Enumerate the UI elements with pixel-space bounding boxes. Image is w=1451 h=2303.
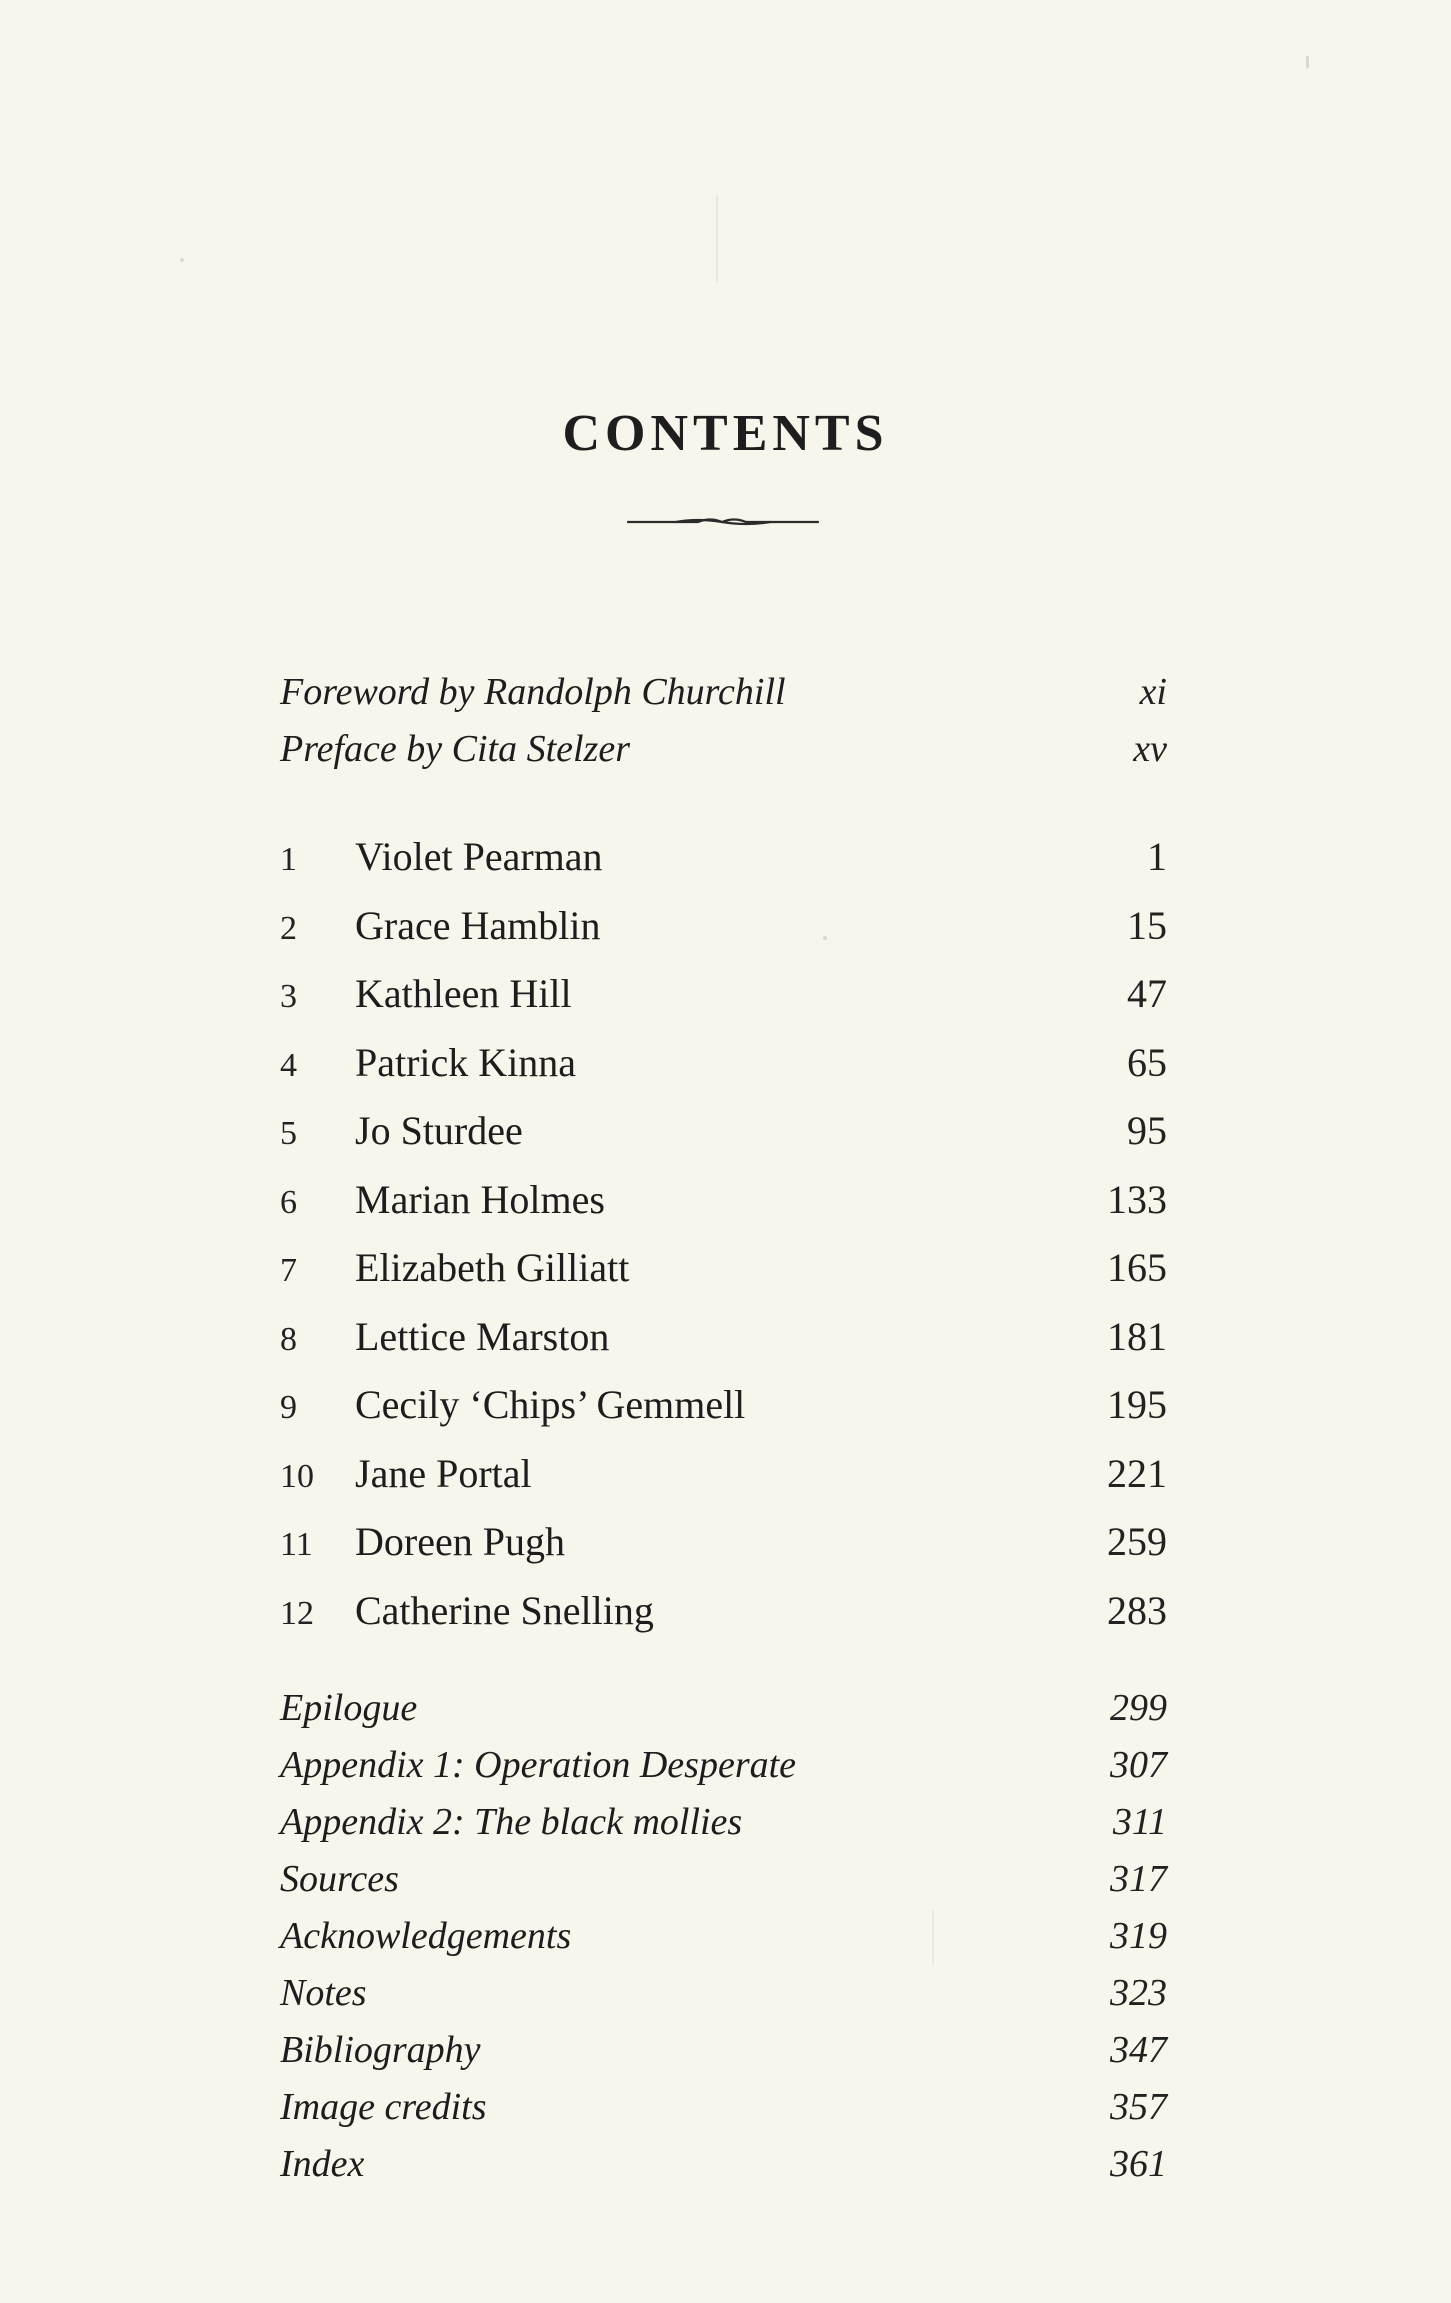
back-matter-list — [280, 1686, 1167, 2199]
entry-page-number: 357 — [1110, 2086, 1167, 2128]
toc-chapter-entry — [280, 1244, 1167, 1313]
toc-chapter-entry — [280, 1176, 1167, 1245]
entry-title: Notes — [280, 1972, 367, 2014]
entry-page-number: 317 — [1110, 1858, 1167, 1900]
chapter-heading — [280, 1450, 532, 1497]
toc-entry-bibliography — [280, 2028, 1167, 2085]
toc-chapter-entry — [280, 1381, 1167, 1450]
chapter-heading — [280, 902, 600, 949]
chapter-title: Grace Hamblin — [355, 902, 601, 948]
toc-entry-foreword — [280, 670, 1167, 727]
chapter-number: 7 — [280, 1252, 297, 1289]
toc-entry-appendix-1 — [280, 1743, 1167, 1800]
chapter-page-number: 133 — [1107, 1176, 1167, 1222]
chapter-page-number: 47 — [1127, 971, 1167, 1016]
chapter-number: 4 — [280, 1046, 297, 1084]
chapter-title: Doreen Pugh — [355, 1519, 565, 1564]
entry-title: Epilogue — [280, 1687, 418, 1729]
chapter-page-number: 221 — [1107, 1450, 1167, 1496]
chapter-title: Marian Holmes — [355, 1176, 605, 1222]
chapter-number: 1 — [280, 841, 297, 878]
entry-page-number: 319 — [1110, 1915, 1167, 1957]
entry-title: Bibliography — [280, 2029, 481, 2071]
entry-title: Index — [280, 2143, 365, 2185]
chapter-list — [280, 833, 1167, 1655]
chapter-heading — [280, 1107, 523, 1154]
toc-chapter-entry — [280, 1450, 1167, 1519]
entry-page-number: 323 — [1110, 1972, 1167, 2014]
toc-entry-epilogue — [280, 1686, 1167, 1743]
chapter-heading — [280, 1381, 745, 1428]
chapter-heading — [280, 1313, 609, 1360]
chapter-number: 12 — [280, 1594, 314, 1632]
chapter-heading — [280, 1587, 654, 1634]
chapter-heading — [280, 833, 603, 880]
entry-title: Acknowledgements — [280, 1915, 572, 1957]
chapter-number: 3 — [280, 978, 297, 1015]
toc-entry-image-credits — [280, 2085, 1167, 2142]
chapter-page-number: 165 — [1107, 1245, 1167, 1290]
chapter-number: 5 — [280, 1115, 297, 1152]
toc-chapter-entry — [280, 1313, 1167, 1382]
chapter-number: 10 — [280, 1457, 314, 1495]
entry-page-number: 307 — [1110, 1744, 1167, 1786]
chapter-number: 2 — [280, 909, 297, 947]
toc-chapter-entry — [280, 1587, 1167, 1656]
paper-speck — [716, 195, 718, 283]
toc-entry-sources — [280, 1857, 1167, 1914]
chapter-heading — [280, 1518, 565, 1565]
chapter-heading — [280, 1244, 629, 1291]
chapter-title: Violet Pearman — [355, 834, 603, 879]
chapter-page-number: 15 — [1127, 902, 1167, 948]
chapter-number: 11 — [280, 1526, 313, 1563]
toc-entry-preface — [280, 727, 1167, 784]
toc-chapter-entry — [280, 902, 1167, 971]
chapter-page-number: 195 — [1107, 1382, 1167, 1427]
entry-title: Appendix 2: The black mollies — [280, 1801, 743, 1843]
chapter-title: Catherine Snelling — [355, 1587, 654, 1633]
entry-title: Appendix 1: Operation Desperate — [280, 1744, 797, 1786]
chapter-heading — [280, 970, 572, 1017]
page-title: CONTENTS — [562, 405, 889, 462]
chapter-title: Jane Portal — [355, 1450, 532, 1496]
toc-entry-notes — [280, 1971, 1167, 2028]
toc-entry-acknowledgements — [280, 1914, 1167, 1971]
toc-entry-appendix-2 — [280, 1800, 1167, 1857]
entry-page-number: 361 — [1110, 2143, 1167, 2185]
chapter-page-number: 181 — [1107, 1313, 1167, 1359]
chapter-number: 6 — [280, 1183, 297, 1221]
chapter-title: Patrick Kinna — [355, 1039, 577, 1085]
entry-page-number: xi — [1139, 671, 1167, 713]
toc-chapter-entry — [280, 1039, 1167, 1108]
chapter-title: Cecily ‘Chips’ Gemmell — [355, 1382, 746, 1427]
front-matter-list — [280, 670, 1167, 784]
paper-speck — [1306, 56, 1309, 68]
chapter-heading — [280, 1039, 576, 1086]
toc-chapter-entry — [280, 970, 1167, 1039]
toc-chapter-entry — [280, 1518, 1167, 1587]
chapter-title: Kathleen Hill — [355, 971, 572, 1016]
chapter-title: Lettice Marston — [355, 1313, 610, 1359]
toc-chapter-entry — [280, 1107, 1167, 1176]
chapter-title: Jo Sturdee — [355, 1108, 523, 1153]
entry-page-number: 347 — [1110, 2029, 1167, 2071]
paper-speck — [180, 258, 184, 262]
entry-title: Preface by Cita Stelzer — [280, 728, 630, 770]
chapter-page-number: 1 — [1147, 834, 1167, 879]
entry-page-number: 299 — [1110, 1687, 1167, 1729]
chapter-heading — [280, 1176, 605, 1223]
toc-chapter-entry — [280, 833, 1167, 902]
entry-page-number: 311 — [1112, 1801, 1167, 1843]
entry-page-number: xv — [1133, 728, 1167, 770]
chapter-page-number: 95 — [1127, 1108, 1167, 1153]
chapter-number: 9 — [280, 1389, 297, 1426]
chapter-page-number: 65 — [1127, 1039, 1167, 1085]
entry-title: Sources — [280, 1858, 399, 1900]
chapter-page-number: 259 — [1107, 1519, 1167, 1564]
chapter-number: 8 — [280, 1320, 297, 1358]
toc-entry-index — [280, 2142, 1167, 2199]
entry-title: Foreword by Randolph Churchill — [280, 671, 786, 713]
title-ornament-icon — [626, 516, 820, 528]
chapter-page-number: 283 — [1107, 1587, 1167, 1633]
entry-title: Image credits — [280, 2086, 487, 2128]
chapter-title: Elizabeth Gilliatt — [355, 1245, 630, 1290]
